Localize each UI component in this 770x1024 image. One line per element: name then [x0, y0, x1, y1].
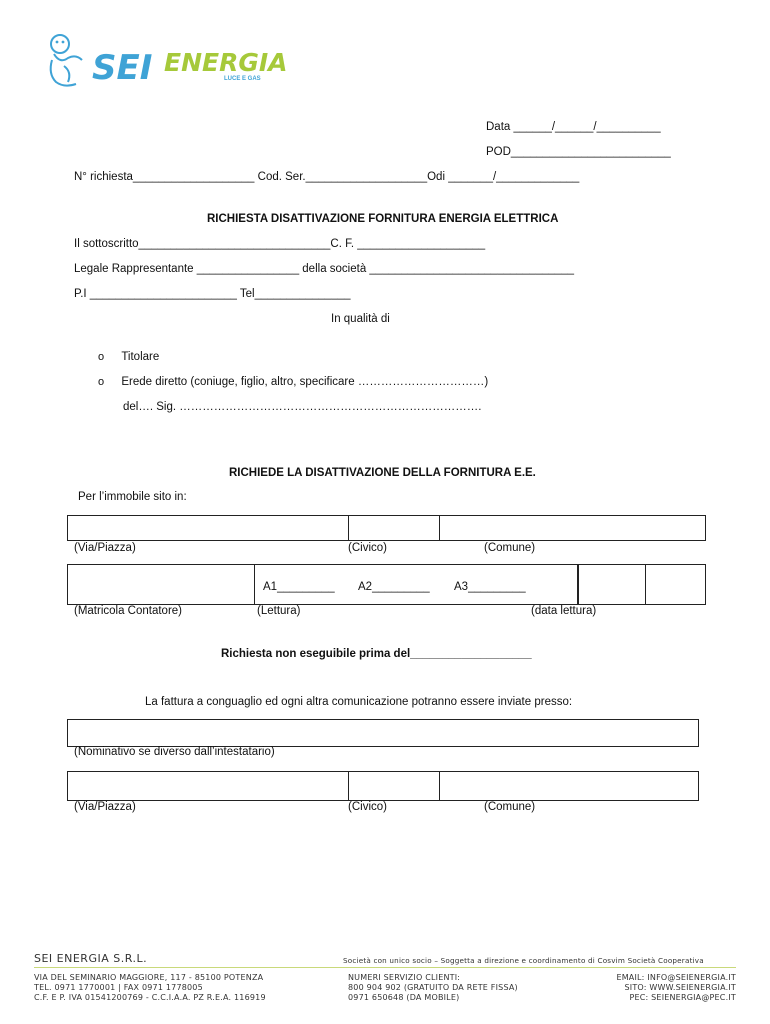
civico-input-cell[interactable]: [349, 516, 439, 540]
capacity-label: In qualità di: [331, 313, 390, 325]
pod-field[interactable]: POD_________________________: [486, 146, 671, 158]
nominativo-input[interactable]: [67, 719, 699, 747]
footer-tax-line: C.F. E P. IVA 01541200769 - C.C.I.A.A. PZ R.E.A. 116919: [34, 993, 266, 1002]
footer-divider: [34, 967, 736, 968]
civico-label: (Civico): [348, 801, 387, 813]
footer-address-line: VIA DEL SEMINARIO MAGGIORE, 117 - 85100 POTENZA: [34, 973, 264, 982]
footer-email[interactable]: EMAIL: INFO@SEIENERGIA.IT: [616, 973, 736, 982]
logo: [42, 30, 288, 100]
option-label: Titolare: [121, 351, 160, 363]
via-input-cell[interactable]: [68, 772, 348, 800]
matricola-label: (Matricola Contatore): [74, 605, 183, 617]
via-input-cell[interactable]: [68, 516, 348, 540]
request-number-line[interactable]: N° richiesta___________________ Cod. Ser.___________________Odi _______/_____________: [74, 171, 580, 183]
signer-name-line[interactable]: Il sottoscritto______________________________C. F. ____________________: [74, 238, 486, 250]
footer-tagline: Società con unico socio – Soggetta a direzione e coordinamento di Cosvim Società Cooperativa: [343, 956, 704, 965]
footer-phone-line: TEL. 0971 1770001 | FAX 0971 1778005: [34, 983, 203, 992]
option-erede[interactable]: [98, 376, 488, 388]
address-table: [67, 515, 706, 541]
comune-label: (Comune): [484, 801, 536, 813]
via-label: (Via/Piazza): [74, 542, 136, 554]
via-label: (Via/Piazza): [74, 801, 136, 813]
nominativo-label: (Nominativo se diverso dall’intestatario): [74, 746, 275, 758]
logo-sei-text: SEI: [92, 48, 153, 88]
legal-representative-line[interactable]: Legale Rappresentante ________________ della società ________________________________: [74, 263, 575, 275]
reading-a2[interactable]: A2_________: [358, 581, 430, 593]
footer-service-mobile: 0971 650648 (DA MOBILE): [348, 993, 460, 1002]
billing-address-table: [67, 771, 699, 801]
footer-service-free: 800 904 902 (GRATUITO DA RETE FISSA): [348, 983, 518, 992]
lettura-label: (Lettura): [257, 605, 301, 617]
footer-address: [34, 973, 266, 1003]
comune-input-cell[interactable]: [440, 772, 698, 800]
meter-table: [67, 564, 646, 605]
logo-energia-text: ENERGIA: [164, 48, 288, 77]
heir-detail-line[interactable]: del…. Sig. …………………………………………………………………….: [123, 401, 482, 413]
vat-phone-line[interactable]: P.I _______________________ Tel_______________: [74, 288, 351, 300]
option-bullet-icon: o: [98, 376, 105, 388]
meter-date-box: [577, 564, 706, 605]
footer-service: [348, 973, 518, 1003]
footer-contacts: [616, 973, 736, 1003]
civico-label: (Civico): [348, 542, 387, 554]
divider: [254, 565, 255, 604]
comune-input-cell[interactable]: [440, 516, 705, 540]
civico-input-cell[interactable]: [349, 772, 439, 800]
footer-pec[interactable]: PEC: SEIENERGIA@PEC.IT: [629, 993, 736, 1002]
property-label: Per l’immobile sito in:: [78, 491, 187, 503]
option-bullet-icon: o: [98, 351, 105, 363]
logo-tagline: LUCE E GAS: [224, 76, 261, 82]
reading-a3[interactable]: A3_________: [454, 581, 526, 593]
data-lettura-label: (data lettura): [531, 605, 597, 617]
not-before-line[interactable]: Richiesta non eseguibile prima del___________________: [221, 648, 532, 660]
option-label: Erede diretto (coniuge, figlio, altro, specificare ……………………………): [121, 376, 489, 388]
section-title: RICHIEDE LA DISATTIVAZIONE DELLA FORNITURA E.E.: [229, 467, 536, 479]
billing-note: La fattura a conguaglio ed ogni altra comunicazione potranno essere inviate presso:: [145, 696, 573, 708]
footer-website[interactable]: SITO: WWW.SEIENERGIA.IT: [624, 983, 736, 992]
footer-company: SEI ENERGIA S.R.L.: [34, 952, 148, 965]
reading-a1[interactable]: A1_________: [263, 581, 335, 593]
option-titolare[interactable]: [98, 351, 159, 363]
date-field[interactable]: Data ______/______/__________: [486, 121, 661, 133]
comune-label: (Comune): [484, 542, 536, 554]
document-title: RICHIESTA DISATTIVAZIONE FORNITURA ENERGIA ELETTRICA: [207, 213, 559, 225]
footer-service-title: NUMERI SERVIZIO CLIENTI:: [348, 973, 461, 982]
matricola-input-cell[interactable]: [68, 565, 254, 604]
